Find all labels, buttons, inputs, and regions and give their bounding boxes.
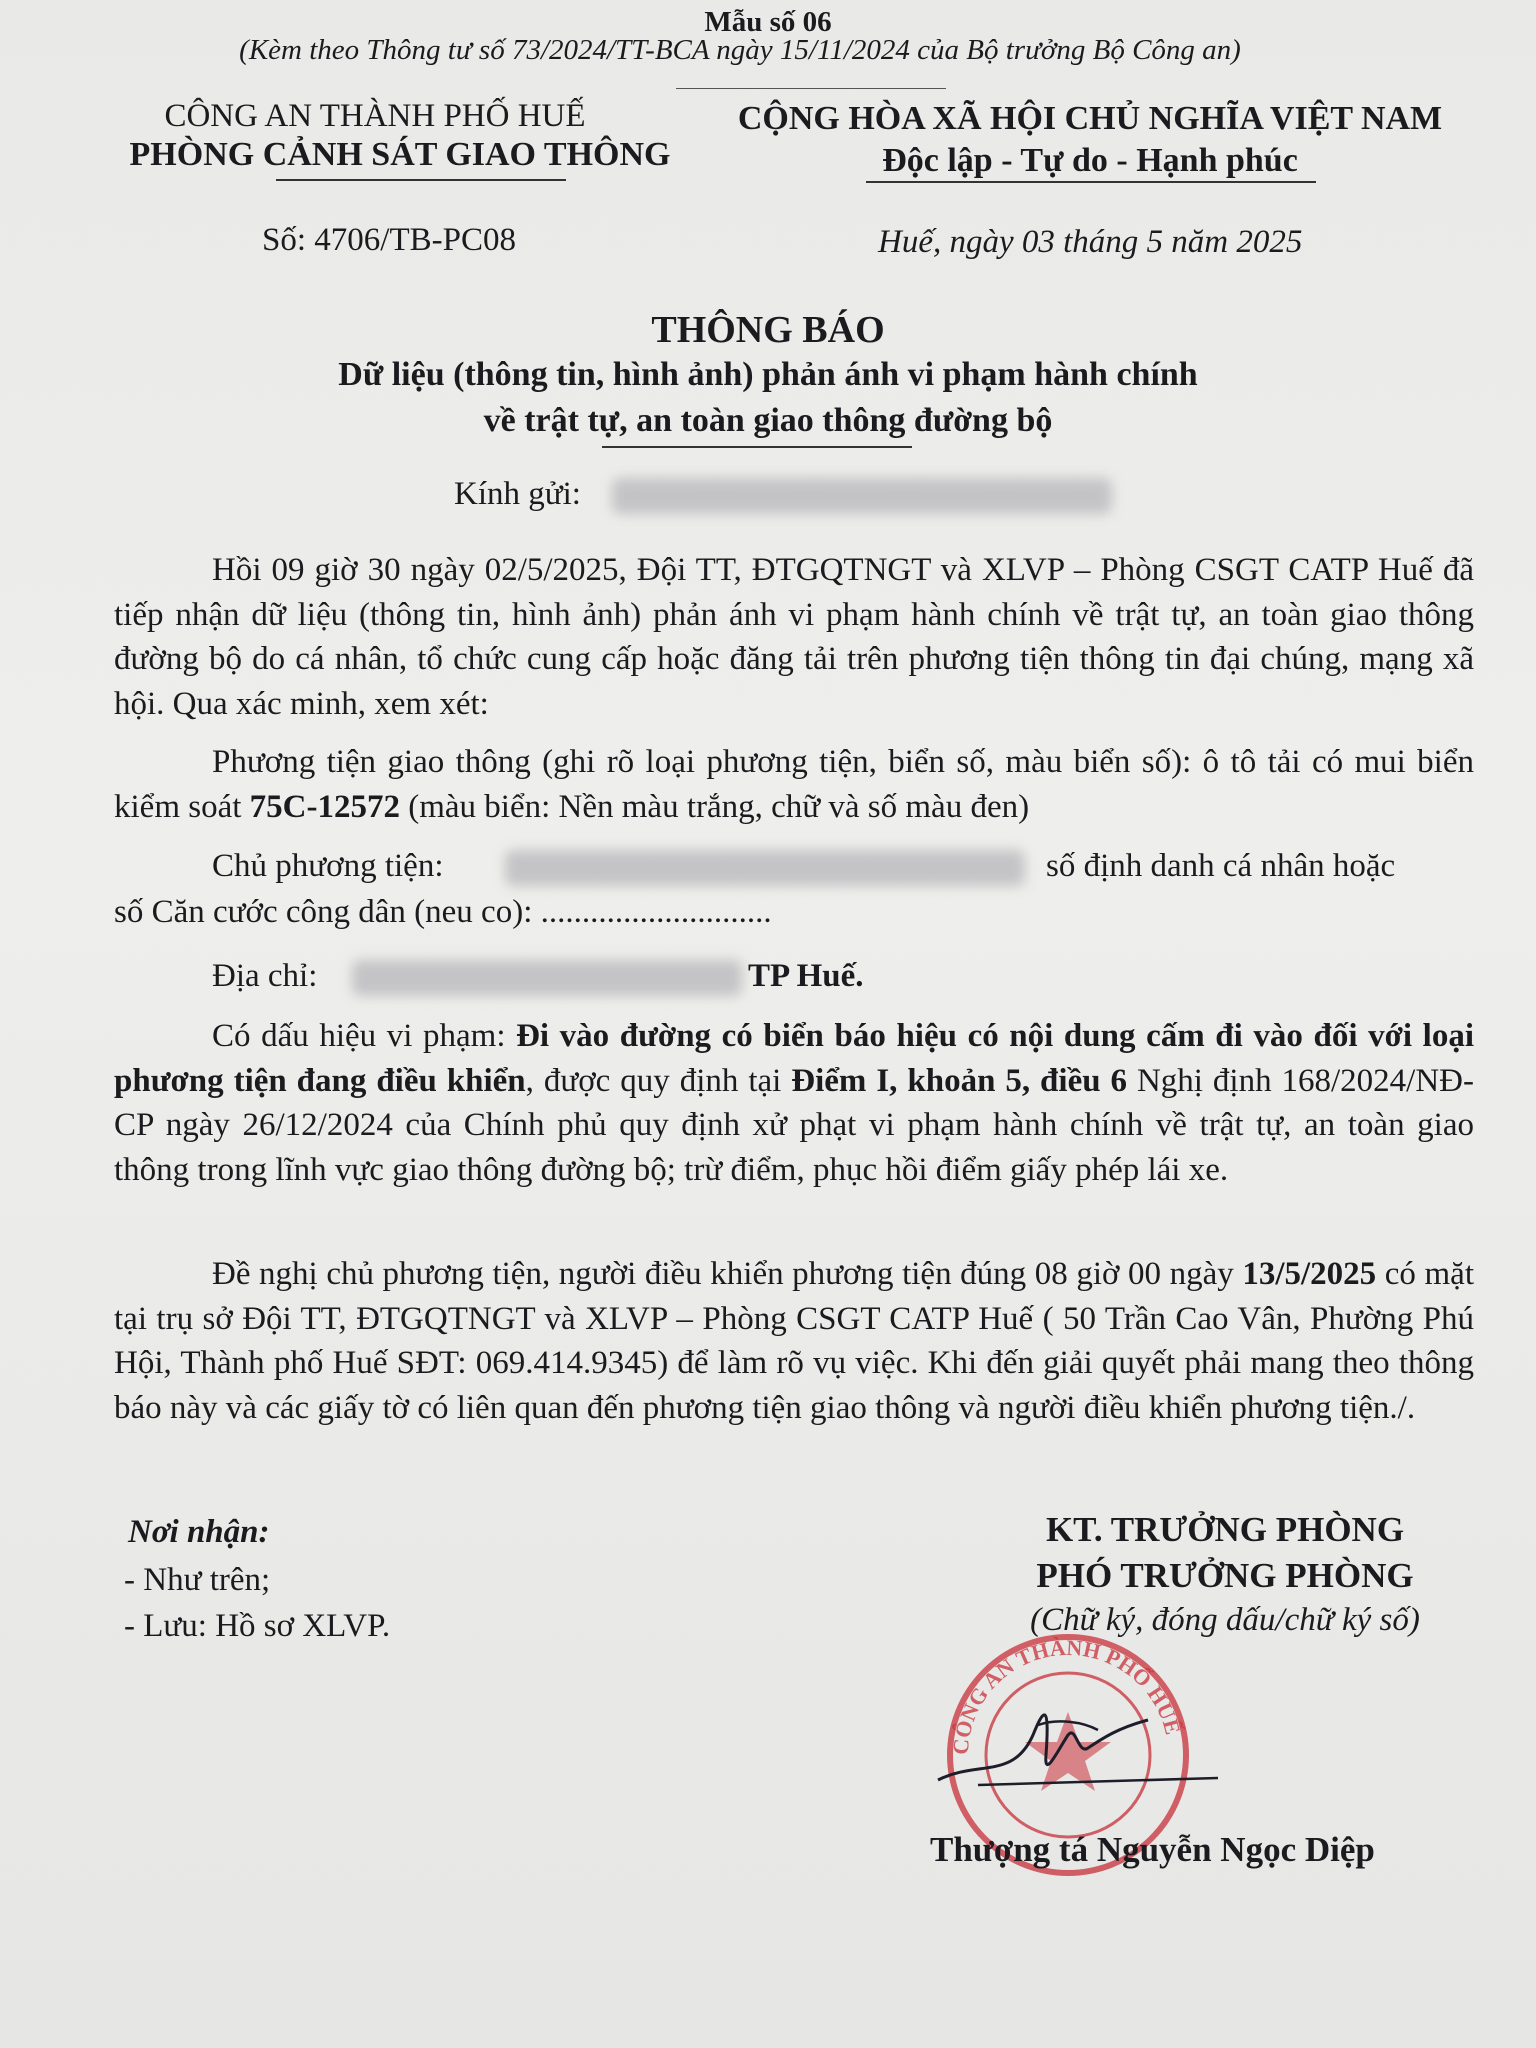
document-number: Số: 4706/TB-PC08 xyxy=(262,222,516,258)
citizen-id-line: số Căn cước công dân (neu co): ............................ xyxy=(114,894,772,930)
recipient-item-2: - Lưu: Hồ sơ XLVP. xyxy=(124,1608,391,1644)
document-subtitle-2: về trật tự, an toàn giao thông đường bộ xyxy=(483,402,1053,439)
seal-text: CÔNG AN THÀNH PHỐ HUẾ xyxy=(947,1634,1186,1756)
redacted-recipient xyxy=(612,478,1112,514)
signer-name: Thượng tá Nguyễn Ngọc Diệp xyxy=(930,1830,1375,1869)
redacted-address xyxy=(352,960,742,996)
title-underline xyxy=(602,446,912,448)
motto-underline xyxy=(866,181,1316,183)
regulation-point: Điểm I, khoản 5, điều 6 xyxy=(791,1062,1128,1099)
document-date: Huế, ngày 03 tháng 5 năm 2025 xyxy=(878,224,1303,260)
org-name: PHÒNG CẢNH SÁT GIAO THÔNG xyxy=(129,136,671,173)
paragraph-summons xyxy=(114,1252,1474,1430)
form-reference: (Kèm theo Thông tư số 73/2024/TT-BCA ngày 15/11/2024 của Bộ trưởng Bộ Công an) xyxy=(239,34,1241,66)
owner-id-label: số định danh cá nhân hoặc xyxy=(1046,848,1396,884)
nation-name: CỘNG HÒA XÃ HỘI CHỦ NGHĨA VIỆT NAM xyxy=(737,100,1443,137)
summons-text: có mặt tại trụ sở Đội TT, ĐTGQTNGT và XLVP – Phòng CSGT CATP Huế ( 50 Trần Cao Vân, Phường Phú Hội, Thành phố Huế SĐT: 069.414.9345) để làm rõ vụ việc. Khi đến giải quyết phải mang theo thông báo này và các giấy tờ có liên quan đến phương tiện giao thông và người điều khiển phương tiện./. xyxy=(114,1256,1474,1426)
signature-note: (Chữ ký, đóng dấu/chữ ký số) xyxy=(1030,1602,1420,1638)
summons-date: 13/5/2025 xyxy=(1242,1256,1377,1292)
signer-authority: KT. TRƯỞNG PHÒNG xyxy=(1045,1510,1405,1549)
org-underline xyxy=(276,179,566,181)
paragraph-violation xyxy=(114,1014,1474,1192)
summons-intro: Đề nghị chủ phương tiện, người điều khiển phương tiện đúng 08 giờ 00 ngày xyxy=(212,1256,1243,1292)
signer-position: PHÓ TRƯỞNG PHÒNG xyxy=(1036,1556,1414,1595)
owner-label: Chủ phương tiện: xyxy=(212,848,444,884)
regulation-text: Nghị định 168/2024/NĐ-CP ngày 26/12/2024 của Chính phủ quy định xử phạt vi phạm hành chính về trật tự, an toàn giao thông trong lĩnh vực giao thông đường bộ; trừ điểm, phục hồi điểm giấy phép lái xe. xyxy=(114,1062,1474,1188)
paragraph-intro: Hồi 09 giờ 30 ngày 02/5/2025, Đội TT, ĐTGQTNGT và XLVP – Phòng CSGT CATP Huế đã tiếp nhận dữ liệu (thông tin, hình ảnh) phản ánh vi phạm hành chính về trật tự, an toàn giao thông đường bộ do cá nhân, tổ chức cung cấp hoặc đăng tải trên phương tiện thông tin đại chúng, mạng xã hội. Qua xác minh, xem xét: xyxy=(114,552,1474,722)
vehicle-text: Phương tiện giao thông (ghi rõ loại phương tiện, biển số, màu biển số): ô tô tải có mui biển kiểm soát xyxy=(114,744,1474,825)
recipient-item-1: - Như trên; xyxy=(124,1562,271,1598)
license-plate: 75C-12572 xyxy=(249,788,400,825)
regulation-intro: , được quy định tại xyxy=(525,1062,792,1099)
redacted-owner xyxy=(505,850,1025,886)
divider xyxy=(676,88,946,89)
document-title: THÔNG BÁO xyxy=(651,309,885,351)
paragraph-vehicle xyxy=(114,740,1474,829)
plate-color-text: (màu biển: Nền màu trắng, chữ và số màu đen) xyxy=(399,788,1030,825)
org-parent: CÔNG AN THÀNH PHỐ HUẾ xyxy=(164,98,586,134)
form-number: Mẫu số 06 xyxy=(704,6,832,38)
violation-intro: Có dấu hiệu vi phạm: xyxy=(212,1018,517,1054)
address-city: TP Huế. xyxy=(748,958,864,994)
violation-description: Đi vào đường có biển báo hiệu có nội dung cấm đi vào đối với loại phương tiện đang điều khiển xyxy=(114,1018,1474,1099)
recipient-label: Kính gửi: xyxy=(454,476,581,512)
recipients-heading: Nơi nhận: xyxy=(128,1514,270,1550)
document-subtitle-1: Dữ liệu (thông tin, hình ảnh) phản ánh vi phạm hành chính xyxy=(338,356,1198,393)
address-label: Địa chỉ: xyxy=(212,958,318,994)
nation-motto: Độc lập - Tự do - Hạnh phúc xyxy=(882,142,1298,179)
